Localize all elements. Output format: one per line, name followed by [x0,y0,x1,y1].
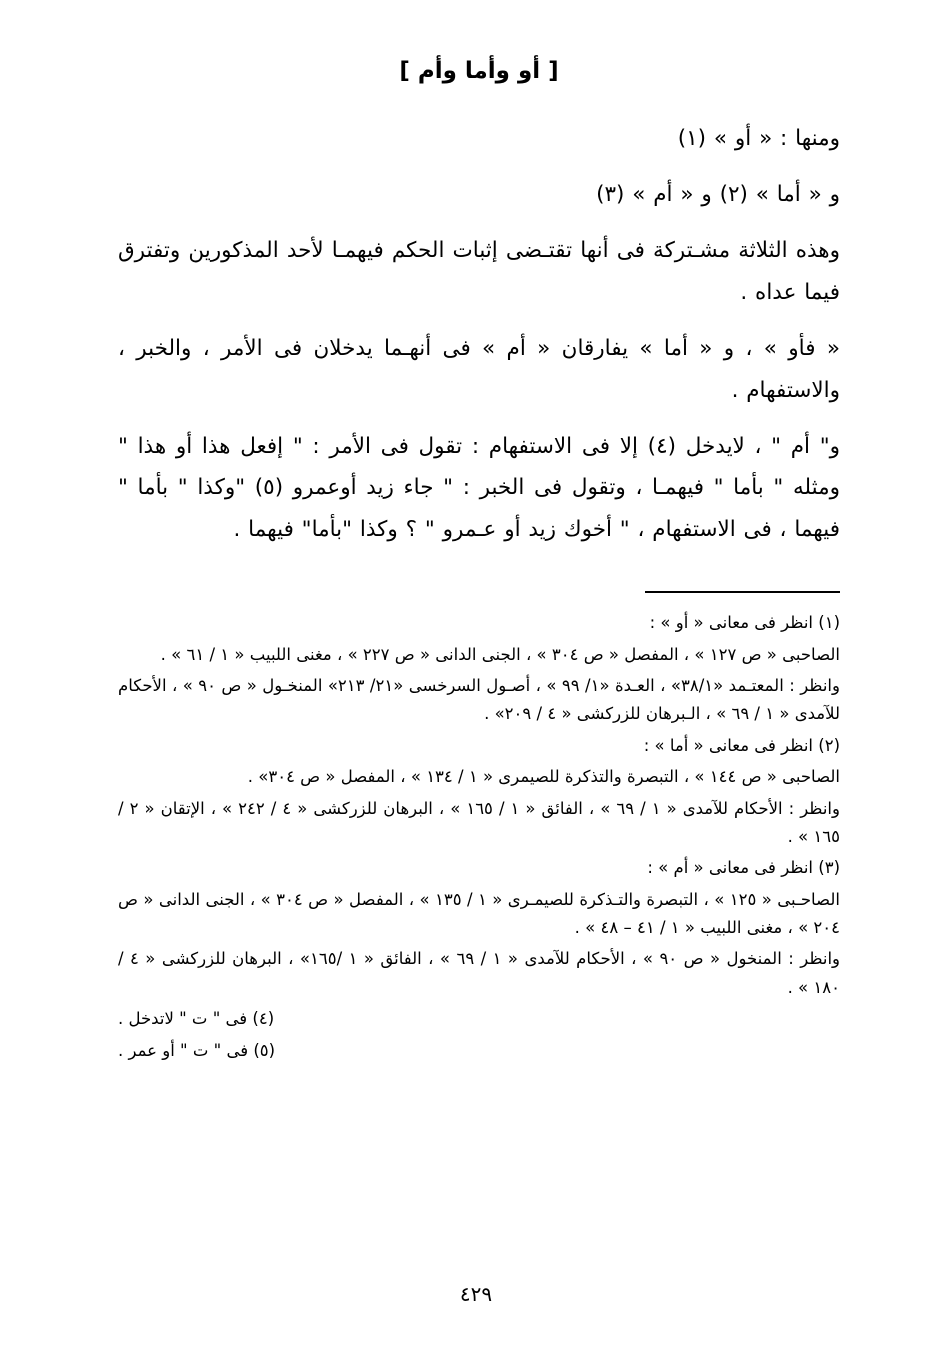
body-paragraph-3: وهذه الثلاثة مشـتركة فى أنها تقتـضى إثبات الحكم فيهمـا لأحد المذكورين وتفترق فيما عداه . [118,237,840,305]
footnote-1-line-3: وانظر : المعتـمد «٣٨/١» ، العـدة «١/ ٩٩ » ، أصـول السرخسى «٢١/ ٢١٣» المنخـول « ص ٩٠ » ، الأحكام للآمدى « ١ / ٦٩ » ، الـبرهان للزركشى « ٤ / ٢٠٩» . [118,676,840,724]
body-paragraph-1: ومنها : « أو » (١) [677,126,840,151]
body-paragraph-4: « فأو » ، و « أما » يفارقان « أم » فى أنهـما يدخلان فى الأمر ، والخبر ، والاستفهام . [118,335,840,403]
footnote-3-line-3: وانظر : المنخول « ص ٩٠ » ، الأحكام للآمدى « ١ / ٦٩ » ، الفائق « ١ /١٦٥» ، البرهان للزركشى « ٤ / ١٨٠ » . [118,949,840,997]
footnote-2-line-1: (٢) انظر فى معانى « أما » : [643,735,840,755]
page-title: [ أو وأما وأم ] [399,58,559,84]
body-paragraph-2: و « أما » (٢) و « أم » (٣) [596,181,840,207]
page-content [118,58,840,1068]
footnote-3-line-2: الصاحـبى « ١٢٥ » ، التبصرة والتـذكرة للصيمـرى « ١ / ١٣٥ » ، المفصل « ص ٣٠٤ » ، الجنى الدانى « ص ٢٠٤ » ، مغنى اللبيب « ١ / ٤١ – ٤٨ » . [118,889,840,938]
footnote-2-line-3: وانظر : الأحكام للآمدى « ١ / ٦٩ » ، الفائق « ١ / ١٦٥ » ، البرهان للزركشى « ٤ / ٢٤٢ » ، الإتقان « ٢ / ١٦٥ » . [118,798,840,846]
footnote-4-line-1: (٤) فى " ت " لاتدخل . [118,1009,275,1029]
footnote-1-line-2: الصاحبى « ص ١٢٧ » ، المفصل « ص ٣٠٤ » ، الجنى الدانى « ص ٢٢٧ » ، مغنى اللبيب « ١ / ٦١ » . [160,644,840,664]
footnote-separator-rule [645,591,840,593]
footnotes-section [118,609,840,1065]
footnote-1-line-1: (١) انظر فى معانى « أو » : [649,613,840,633]
footnote-5-line-1: (٥) فى " ت " أو عمر . [118,1040,276,1060]
page-number: ٤٢٩ [459,1282,493,1306]
footnote-3-line-1: (٣) انظر فى معانى « أم » : [647,858,840,878]
footnote-2-line-2: الصاحبى « ص ١٤٤ » ، التبصرة والتذكرة للصيمرى « ١ / ١٣٤ » ، المفصل « ص ٣٠٤» . [247,767,840,787]
body-paragraph-5: و" أم " ، لايدخل (٤) إلا فى الاستفهام : تقول فى الأمر : " إفعل هذا أو هذا " ومثله " بأما " فيهمـا ، وتقول فى الخبر : " جاء زيد أوعمرو (٥) "وكذا " بأما " فيهما ، فى الاستفهام ، " أخوك زيد أو عـمرو " ؟ وكذا "بأما" فيهما . [118,433,841,543]
